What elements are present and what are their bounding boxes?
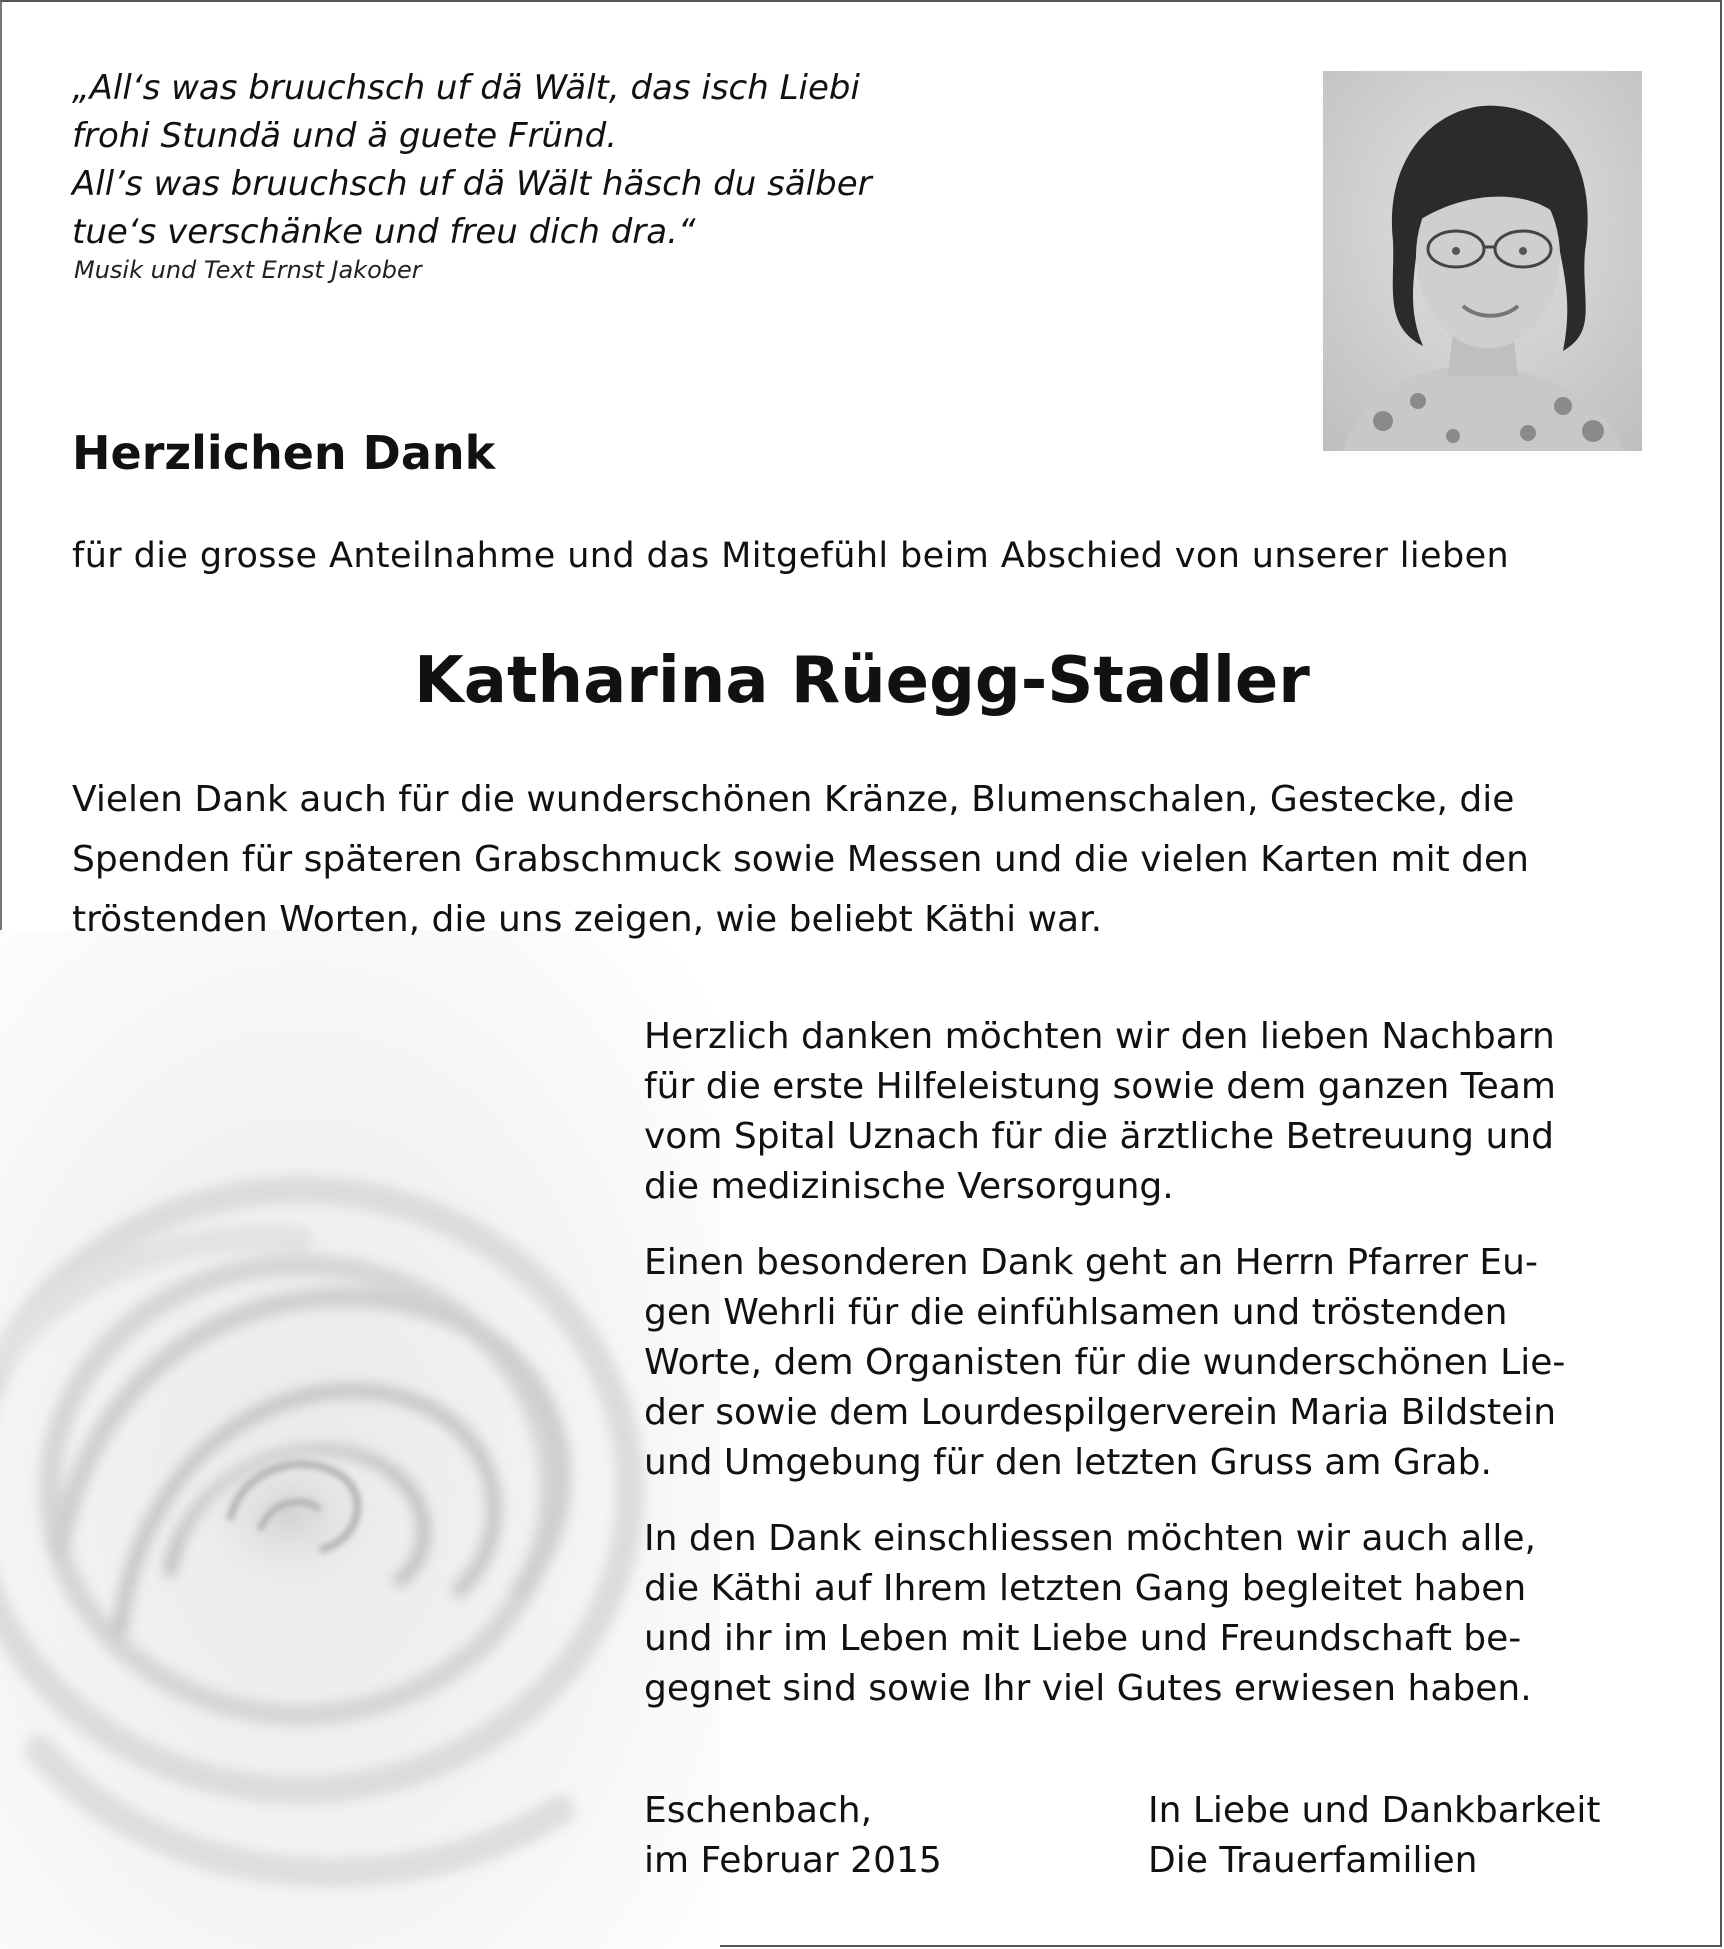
text-line: gen Wehrli für die einfühlsamen und tröstenden — [644, 1292, 1508, 1333]
text-line: vom Spital Uznach für die ärztliche Betreuung und — [644, 1116, 1554, 1157]
heading: Herzlichen Dank — [72, 426, 496, 480]
text-line: und Umgebung für den letzten Gruss am Grab. — [644, 1442, 1492, 1483]
rose-image — [0, 930, 720, 1949]
text-line: und ihr im Leben mit Liebe und Freundschaft be- — [644, 1618, 1522, 1659]
text-line: Vielen Dank auch für die wunderschönen Kränze, Blumenschalen, Gestecke, die — [72, 779, 1515, 820]
signature-place-date — [644, 1786, 942, 1886]
signature-signed: Die Trauerfamilien — [1148, 1840, 1478, 1881]
intro-text: für die grosse Anteilnahme und das Mitgefühl beim Abschied von unserer lieben — [72, 536, 1510, 576]
text-line: die medizinische Versorgung. — [644, 1166, 1174, 1207]
thanks-column — [644, 1012, 1664, 1740]
signature-closing — [1148, 1786, 1600, 1886]
text-line: Einen besonderen Dank geht an Herrn Pfarrer Eu- — [644, 1242, 1538, 1283]
text-line: für die erste Hilfeleistung sowie dem ganzen Team — [644, 1066, 1556, 1107]
text-line: Worte, dem Organisten für die wunderschönen Lie- — [644, 1342, 1566, 1383]
deceased-name: Katharina Rüegg-Stadler — [414, 644, 1310, 718]
quote-line: „All‘s was bruuchsch uf dä Wält, das isch Liebi — [72, 68, 860, 108]
text-line: In den Dank einschliessen möchten wir auch alle, — [644, 1518, 1536, 1559]
text-line: Spenden für späteren Grabschmuck sowie Messen und die vielen Karten mit den — [72, 839, 1529, 880]
quote-line: tue‘s verschänke und freu dich dra.“ — [72, 212, 696, 252]
signature-place: Eschenbach, — [644, 1790, 873, 1831]
signature-date: im Februar 2015 — [644, 1840, 942, 1881]
quote-line: All’s was bruuchsch uf dä Wält häsch du sälber — [72, 164, 872, 204]
text-line: Herzlich danken möchten wir den lieben Nachbarn — [644, 1016, 1555, 1057]
text-line: der sowie dem Lourdespilgerverein Maria Bildstein — [644, 1392, 1557, 1433]
paragraph-all — [644, 1514, 1664, 1714]
text-line: gegnet sind sowie Ihr viel Gutes erwiesen haben. — [644, 1668, 1532, 1709]
quote-block — [72, 64, 972, 256]
text-line: tröstenden Worten, die uns zeigen, wie beliebt Käthi war. — [72, 899, 1103, 940]
text-line: die Käthi auf Ihrem letzten Gang begleitet haben — [644, 1568, 1527, 1609]
paragraph-pastor — [644, 1238, 1664, 1488]
thanks-paragraph — [72, 770, 1529, 950]
quote-line: frohi Stundä und ä guete Fründ. — [72, 116, 618, 156]
quote-credit: Musik und Text Ernst Jakober — [74, 256, 422, 284]
signature-closing-line: In Liebe und Dankbarkeit — [1148, 1790, 1601, 1831]
portrait-photo — [1323, 71, 1642, 451]
paragraph-neighbours — [644, 1012, 1664, 1212]
